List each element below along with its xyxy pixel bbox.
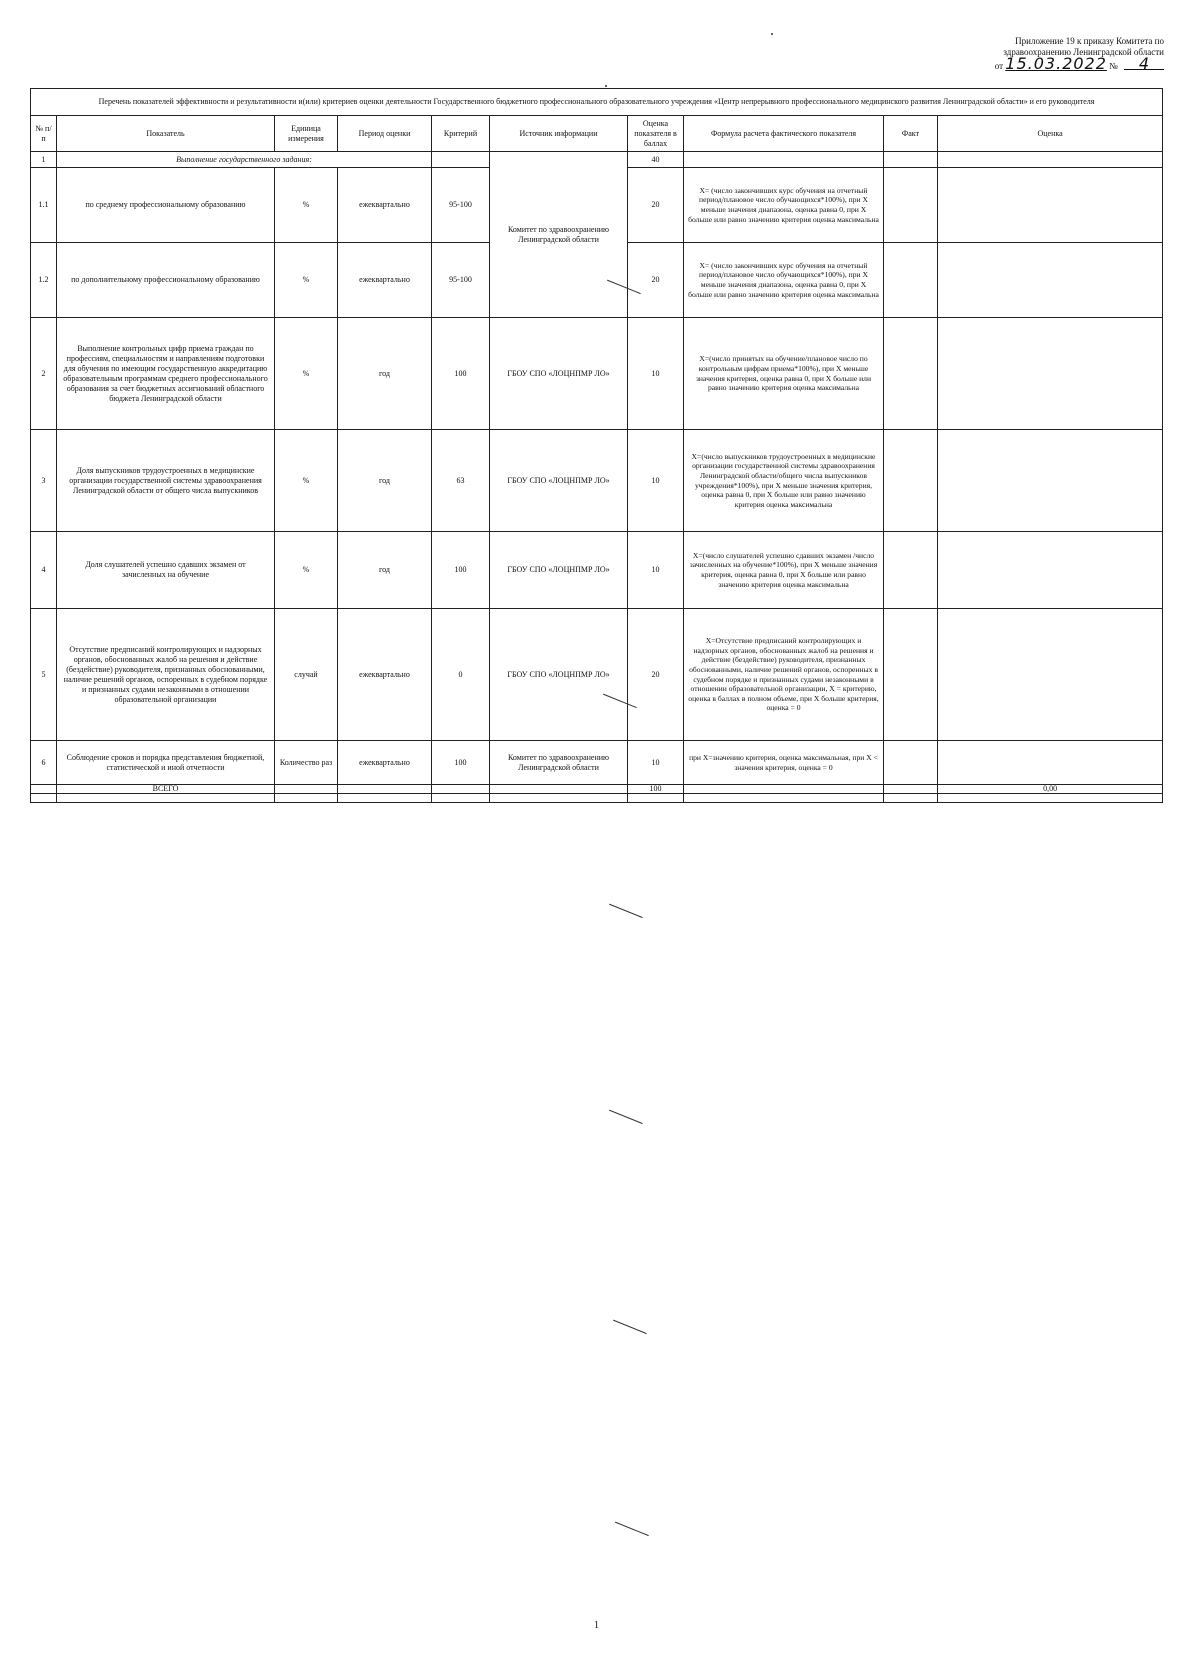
row-formula: X=Отсутствие предписаний контролирующих и надзорных органов, обоснованных жалоб на решения и действие (бездействие) руководителя, признанных обоснованными, наличие решений органов, оспоренных в судебном порядке и признанных судами незаконными в отношении образовательной организации, X = критерию, оценка в баллах в полном объеме, при X больше критерия, оценка = 0 xyxy=(684,609,884,741)
table-title: Перечень показателей эффективности и результативности и(или) критериев оценки деятельности Государственного бюджетного профессионального образовательного учреждения «Центр непрерывного профессионального медицинского развития Ленинградской области» и его руководителя xyxy=(31,89,1163,116)
approval-number: 4 xyxy=(1124,58,1164,70)
row-score: 20 xyxy=(628,168,684,243)
scan-mark xyxy=(609,1320,646,1344)
row-score: 10 xyxy=(628,318,684,430)
row-indicator: Отсутствие предписаний контролирующих и надзорных органов, обоснованных жалоб на решения и действие (бездействие) руководителя, признанных обоснованными, наличие решений органов, оспоренных в судебном порядке и признанных судами незаконными в отношении образовательной организации xyxy=(57,609,275,741)
row-num: 2 xyxy=(31,318,57,430)
row-assessment xyxy=(938,243,1163,318)
header-unit: Единица измерения xyxy=(275,116,338,152)
header-formula: Формула расчета фактического показателя xyxy=(684,116,884,152)
row-indicator: по среднему профессиональному образованию xyxy=(57,168,275,243)
row-unit: % xyxy=(275,168,338,243)
table-row xyxy=(31,741,1163,785)
row-fact xyxy=(884,741,938,785)
row-unit: % xyxy=(275,243,338,318)
row-criterion: 95-100 xyxy=(432,168,490,243)
table-row xyxy=(31,152,1163,168)
row-score: 20 xyxy=(628,243,684,318)
row-assessment xyxy=(938,168,1163,243)
blank-row xyxy=(31,794,1163,803)
row-formula xyxy=(684,152,884,168)
row-assessment xyxy=(938,318,1163,430)
row-score: 20 xyxy=(628,609,684,741)
row-criterion: 0 xyxy=(432,609,490,741)
header-indicator: Показатель xyxy=(57,116,275,152)
row-period: ежеквартально xyxy=(338,609,432,741)
approval-note xyxy=(959,36,1164,72)
total-label: ВСЕГО xyxy=(57,785,275,794)
approval-line-2: здравоохранению Ленинградской области xyxy=(1003,47,1164,57)
row-fact xyxy=(884,532,938,609)
row-assessment xyxy=(938,609,1163,741)
row-score: 10 xyxy=(628,532,684,609)
row-indicator: Доля слушателей успешно сдавших экзамен от зачисленных на обучение xyxy=(57,532,275,609)
row-num: 3 xyxy=(31,430,57,532)
row-source: ГБОУ СПО «ЛОЦНПМР ЛО» xyxy=(490,532,628,609)
header-num: № п/п xyxy=(31,116,57,152)
row-criterion: 63 xyxy=(432,430,490,532)
scan-dot xyxy=(605,85,607,87)
page-number: 1 xyxy=(594,1620,599,1631)
row-criterion: 100 xyxy=(432,318,490,430)
header-source: Источник информации xyxy=(490,116,628,152)
row-unit: Количество раз xyxy=(275,741,338,785)
table-row xyxy=(31,532,1163,609)
row-unit: % xyxy=(275,532,338,609)
scan-mark xyxy=(605,904,642,928)
row-indicator: Доля выпускников трудоустроенных в медицинские организации государственной системы здравоохранения Ленинградской области от общего числа выпускников xyxy=(57,430,275,532)
row-assessment xyxy=(938,152,1163,168)
row-assessment xyxy=(938,532,1163,609)
row-fact xyxy=(884,168,938,243)
row-criterion: 95-100 xyxy=(432,243,490,318)
row-criterion xyxy=(432,152,490,168)
row-assessment xyxy=(938,430,1163,532)
scan-dot xyxy=(771,33,773,35)
row-indicator: Выполнение государственного задания: xyxy=(57,152,432,168)
header-row xyxy=(31,116,1163,152)
header-fact: Факт xyxy=(884,116,938,152)
table-row xyxy=(31,318,1163,430)
row-num: 4 xyxy=(31,532,57,609)
row-indicator: Соблюдение сроков и порядка представления бюджетной, статистической и иной отчетности xyxy=(57,741,275,785)
row-fact xyxy=(884,243,938,318)
scan-mark xyxy=(605,1110,642,1134)
row-indicator: Выполнение контрольных цифр приема граждан по профессиям, специальностям и направлениям подготовки для обучения по имеющим государственную аккредитацию образовательным программам среднего профессионального образования за счет бюджетных ассигнований областного бюджета Ленинградской области xyxy=(57,318,275,430)
row-formula: X=(число выпускников трудоустроенных в медицинские организации государственной системы здравоохранения Ленинградской области/общего числа выпускников учреждения*100%), при X меньше значения критерия, оценка равна 0, при X больше или равно значению критерия оценка максимальна xyxy=(684,430,884,532)
row-fact xyxy=(884,609,938,741)
row-num: 5 xyxy=(31,609,57,741)
row-formula: X=(число принятых на обучение/плановое число по контрольным цифрам приема*100%), при X меньше значения критерия, оценка равна 0, при X больше или равно значению критерия оценка максимальна xyxy=(684,318,884,430)
row-criterion: 100 xyxy=(432,532,490,609)
header-period: Период оценки xyxy=(338,116,432,152)
table-row xyxy=(31,609,1163,741)
row-score: 40 xyxy=(628,152,684,168)
approval-date: 15.03.2022 xyxy=(1005,54,1107,73)
approval-line-1: Приложение 19 к приказу Комитета по xyxy=(1015,36,1164,46)
row-fact xyxy=(884,430,938,532)
row-fact xyxy=(884,152,938,168)
row-fact xyxy=(884,318,938,430)
approval-date-prefix: от xyxy=(994,61,1004,71)
row-period: ежеквартально xyxy=(338,741,432,785)
row-formula: X= (число закончивших курс обучения на отчетный период/плановое число обучающихся*100%), при X меньше значения диапазона, оценка равна 0, при X больше или равно значению критерия оценка максимальна xyxy=(684,243,884,318)
row-source: ГБОУ СПО «ЛОЦНПМР ЛО» xyxy=(490,318,628,430)
row-unit: % xyxy=(275,318,338,430)
row-formula: X=(число слушателей успешно сдавших экзамен /число зачисленных на обучение*100%), при X меньше значения критерия, оценка равна 0, при X больше или равно значению критерия оценка максимальна xyxy=(684,532,884,609)
scan-mark xyxy=(611,1522,648,1546)
indicators-table xyxy=(30,88,1163,803)
row-unit: % xyxy=(275,430,338,532)
row-source: ГБОУ СПО «ЛОЦНПМР ЛО» xyxy=(490,430,628,532)
approval-date-line xyxy=(959,54,1164,73)
row-formula: X= (число закончивших курс обучения на отчетный период/плановое число обучающихся*100%), при X меньше значения диапазона, оценка равна 0, при X больше или равно значению критерия оценка максимальна xyxy=(684,168,884,243)
header-score: Оценка показателя в баллах xyxy=(628,116,684,152)
row-period: ежеквартально xyxy=(338,243,432,318)
approval-number-prefix: № xyxy=(1109,61,1118,71)
row-period: ежеквартально xyxy=(338,168,432,243)
header-assessment: Оценка xyxy=(938,116,1163,152)
row-formula: при X=значению критерия, оценка максимальная, при X < значения критерия, оценка = 0 xyxy=(684,741,884,785)
row-score: 10 xyxy=(628,430,684,532)
row-source: Комитет по здравоохранению Ленинградской области xyxy=(490,152,628,318)
row-criterion: 100 xyxy=(432,741,490,785)
row-score: 10 xyxy=(628,741,684,785)
row-period: год xyxy=(338,318,432,430)
row-period: год xyxy=(338,430,432,532)
row-unit: случай xyxy=(275,609,338,741)
row-indicator: по дополнительному профессиональному образованию xyxy=(57,243,275,318)
total-score: 100 xyxy=(628,785,684,794)
row-source: Комитет по здравоохранению Ленинградской области xyxy=(490,741,628,785)
row-num: 1.2 xyxy=(31,243,57,318)
row-num: 6 xyxy=(31,741,57,785)
row-num: 1 xyxy=(31,152,57,168)
total-row xyxy=(31,785,1163,794)
table-row xyxy=(31,430,1163,532)
row-source: ГБОУ СПО «ЛОЦНПМР ЛО» xyxy=(490,609,628,741)
row-period: год xyxy=(338,532,432,609)
total-assessment: 0,00 xyxy=(938,785,1163,794)
row-assessment xyxy=(938,741,1163,785)
row-num: 1.1 xyxy=(31,168,57,243)
header-criterion: Критерий xyxy=(432,116,490,152)
